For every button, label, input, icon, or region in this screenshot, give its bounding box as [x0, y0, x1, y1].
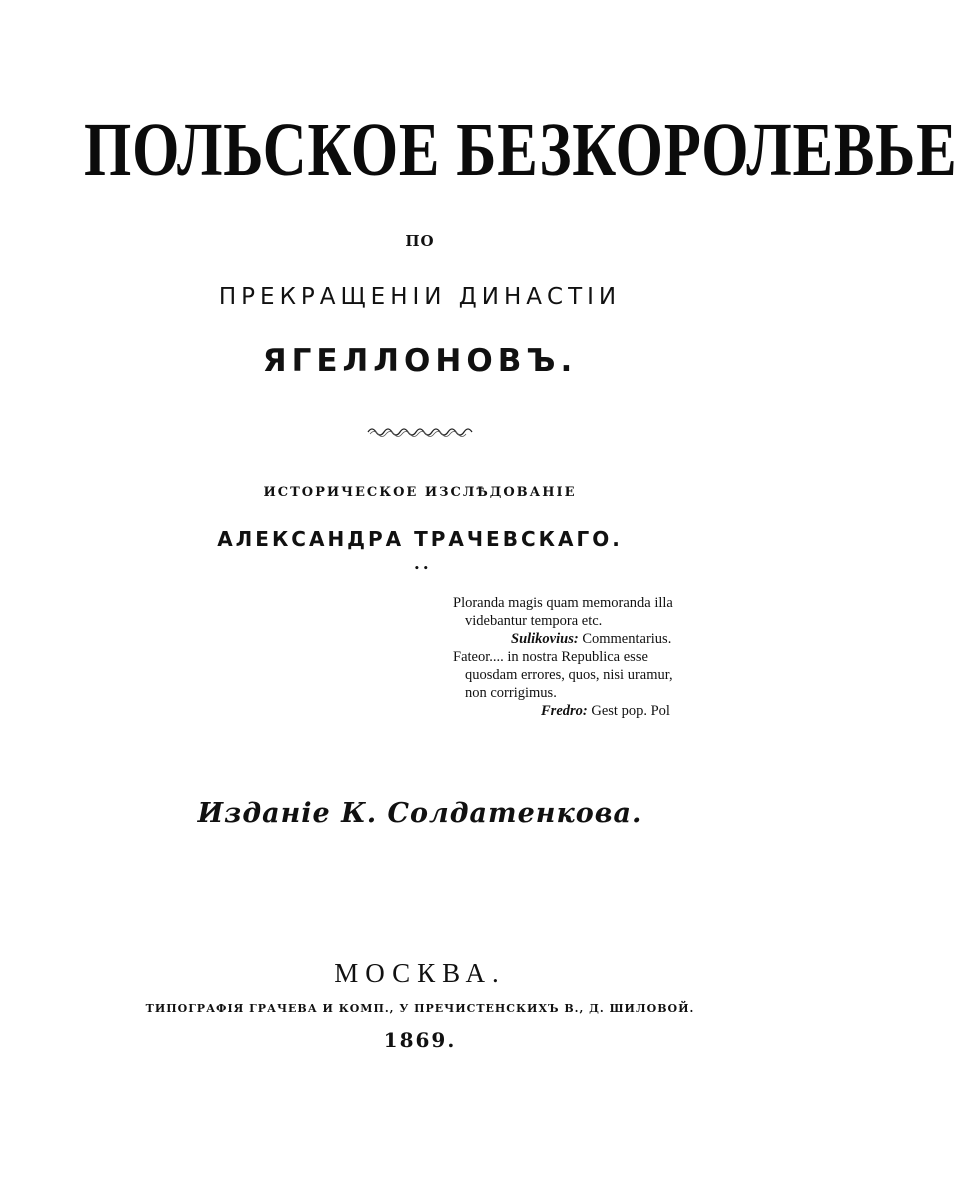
epigraph-block — [453, 594, 723, 720]
printer-imprint: ТИПОГРАФІЯ ГРАЧЕВА И КОМП., У ПРЕЧИСТЕНСКИХЪ В., Д. ШИЛОВОЙ. — [145, 1002, 695, 1015]
epigraph-line: non corrigimus. — [465, 685, 557, 701]
epigraph-work: Gest pop. Pol — [591, 703, 670, 719]
epigraph-attribution — [453, 630, 723, 648]
epigraph-author: Fredro: — [541, 703, 588, 719]
dynasty-line: ПРЕКРАЩЕНІИ ДИНАСТІИ — [218, 284, 622, 310]
epigraph-line: quosdam errores, quos, nisi uramur, — [465, 667, 673, 683]
author-name: АЛЕКСАНДРА ТРАЧЕВСКАГО. — [217, 527, 623, 551]
epigraph-work: Commentarius. — [582, 631, 672, 647]
publication-city: МОСКВА. — [334, 958, 506, 988]
epigraph-attribution — [453, 702, 723, 720]
epigraph-author: Sulikovius: — [511, 631, 579, 647]
preposition-line: ПО — [405, 232, 435, 250]
publication-year: 1869. — [383, 1028, 457, 1052]
book-title: ПОЛЬСКОЕ БЕЗКОРОЛЕВЬЕ — [84, 108, 958, 192]
print-specks: • • — [414, 564, 429, 574]
epigraph-line: Fateor.... in nostra Republica esse — [453, 649, 648, 665]
decorative-squiggle-divider — [366, 424, 476, 438]
epigraph-line: videbantur tempora etc. — [465, 613, 603, 629]
subtitle: ИСТОРИЧЕСКОЕ ИЗСЛѢДОВАНІЕ — [263, 485, 577, 500]
publisher-edition: Изданіе К. Солдатенкова. — [197, 798, 643, 829]
epigraph-line: Ploranda magis quam memoranda illa — [453, 595, 673, 611]
dynasty-name: ЯГЕЛЛОНОВЪ. — [262, 343, 578, 379]
